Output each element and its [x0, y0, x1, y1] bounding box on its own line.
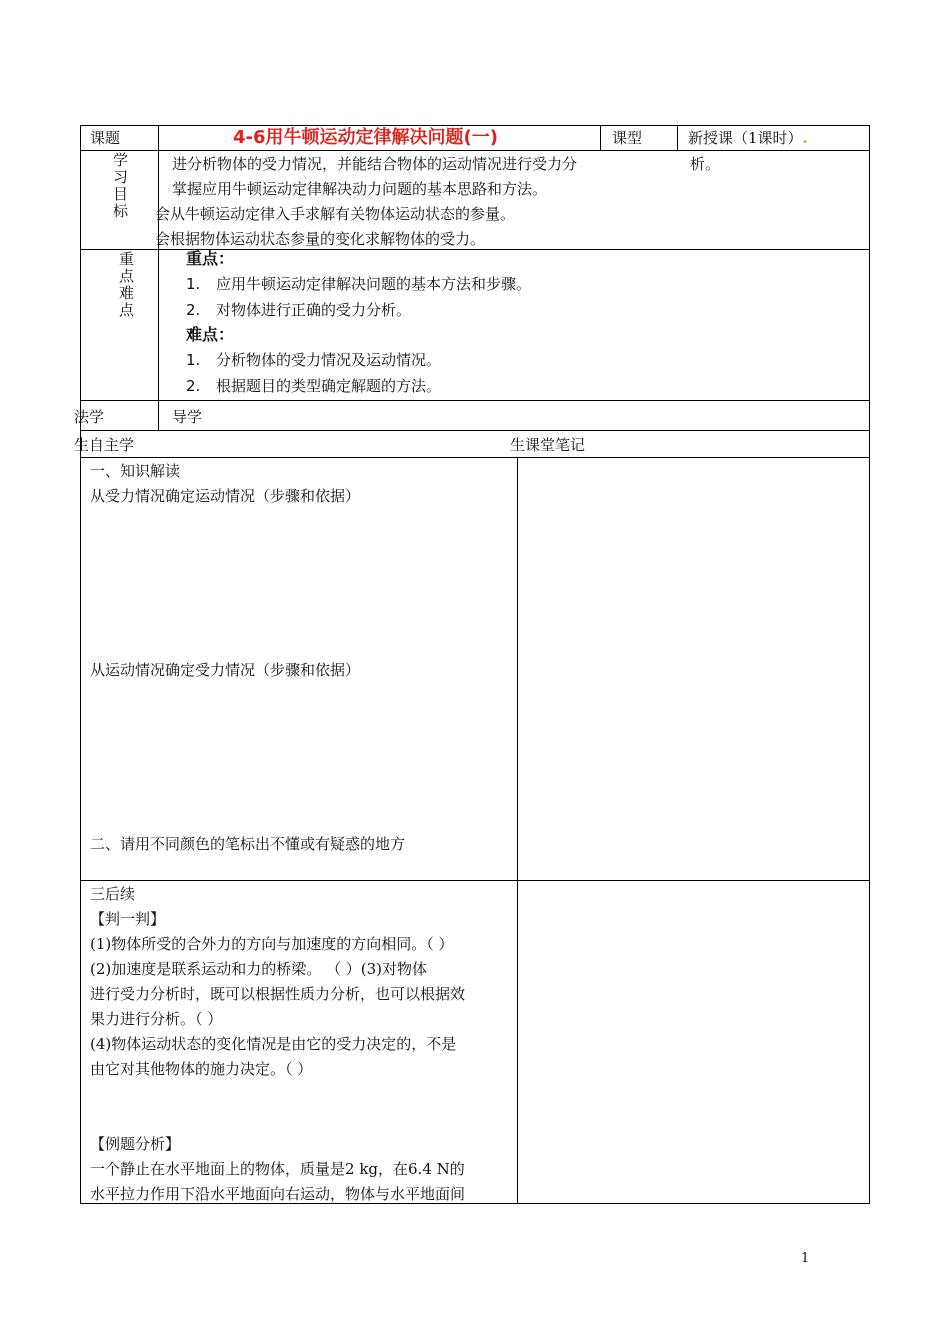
key-heading: 重点： — [186, 249, 235, 268]
example-line: 一个静止在水平地面上的物体，质量是2 kg，在6.4 N的 — [90, 1160, 465, 1178]
judge-line: 由它对其他物体的施力决定。（ ） — [90, 1060, 313, 1078]
type-mark: . — [802, 129, 808, 147]
lesson-title: 4-6用牛顿运动定律解决问题(一) — [233, 127, 498, 148]
lesson-type-text: 新授课（1课时） — [688, 129, 803, 147]
method-value: 导学 — [172, 408, 203, 426]
difficulty-item-num: 2. — [186, 377, 201, 395]
objective-line: 掌握应用牛顿运动定律解决动力问题的基本思路和方法。 — [172, 180, 548, 198]
objective-line-tail: 析。 — [690, 155, 721, 173]
objectives-label-char: 目 — [113, 185, 129, 203]
keypoints-label-char: 重 — [119, 250, 135, 268]
objective-line: 会从牛顿运动定律入手求解有关物体运动状态的参量。 — [155, 205, 516, 223]
judge-line: (4)物体运动状态的变化情况是由它的受力决定的，不是 — [90, 1035, 457, 1053]
keypoints-label-char: 点 — [119, 301, 135, 319]
objectives-label-char: 标 — [113, 202, 129, 220]
page-number: 1 — [801, 1251, 810, 1266]
judge-line: 进行受力分析时，既可以根据性质力分析，也可以根据效 — [90, 985, 466, 1003]
key-item-text: 应用牛顿运动定律解决问题的基本方法和步骤。 — [216, 275, 532, 293]
notes-header: 生课堂笔记 — [510, 436, 586, 454]
objective-line: 进分析物体的受力情况，并能结合物体的运动情况进行受力分 — [172, 155, 578, 173]
judge-line: (1)物体所受的合外力的方向与加速度的方向相同。（ ） — [90, 935, 454, 953]
section2-heading: 三后续 — [90, 885, 136, 903]
difficulty-item-num: 1. — [186, 351, 201, 369]
section1-item: 从运动情况确定受力情况（步骤和依据） — [90, 661, 361, 679]
example-line: 水平拉力作用下沿水平地面向右运动，物体与水平地面间 — [90, 1185, 466, 1203]
section1-item: 二、请用不同颜色的笔标出不懂或有疑惑的地方 — [90, 835, 406, 853]
key-item-num: 1. — [186, 275, 201, 293]
section1-heading: 一、知识解读 — [90, 462, 181, 480]
lesson-type-label: 课型 — [612, 129, 643, 147]
example-heading: 【例题分析】 — [90, 1135, 181, 1153]
judge-line: (2)加速度是联系运动和力的桥梁。 （ ）(3)对物体 — [90, 960, 428, 978]
method-label: 法学 — [74, 408, 105, 426]
difficulty-heading: 难点： — [186, 325, 235, 344]
keypoints-label-char: 难 — [119, 284, 135, 302]
key-item-text: 对物体进行正确的受力分析。 — [216, 301, 412, 319]
section1-item: 从受力情况确定运动情况（步骤和依据） — [90, 487, 361, 505]
difficulty-item-text: 根据题目的类型确定解题的方法。 — [216, 377, 442, 395]
key-item-num: 2. — [186, 301, 201, 319]
self-study-header: 生自主学 — [74, 436, 135, 454]
course-label: 课题 — [90, 129, 121, 147]
difficulty-item-text: 分析物体的受力情况及运动情况。 — [216, 351, 442, 369]
objective-line: 会根据物体运动状态参量的变化求解物体的受力。 — [155, 230, 486, 248]
judge-line: 果力进行分析。（ ） — [90, 1010, 223, 1028]
objectives-label-char: 学 — [113, 151, 129, 169]
lesson-type-value — [688, 129, 808, 147]
objectives-label-char: 习 — [113, 168, 129, 186]
keypoints-label-char: 点 — [119, 267, 135, 285]
judge-heading: 【判一判】 — [90, 910, 166, 928]
